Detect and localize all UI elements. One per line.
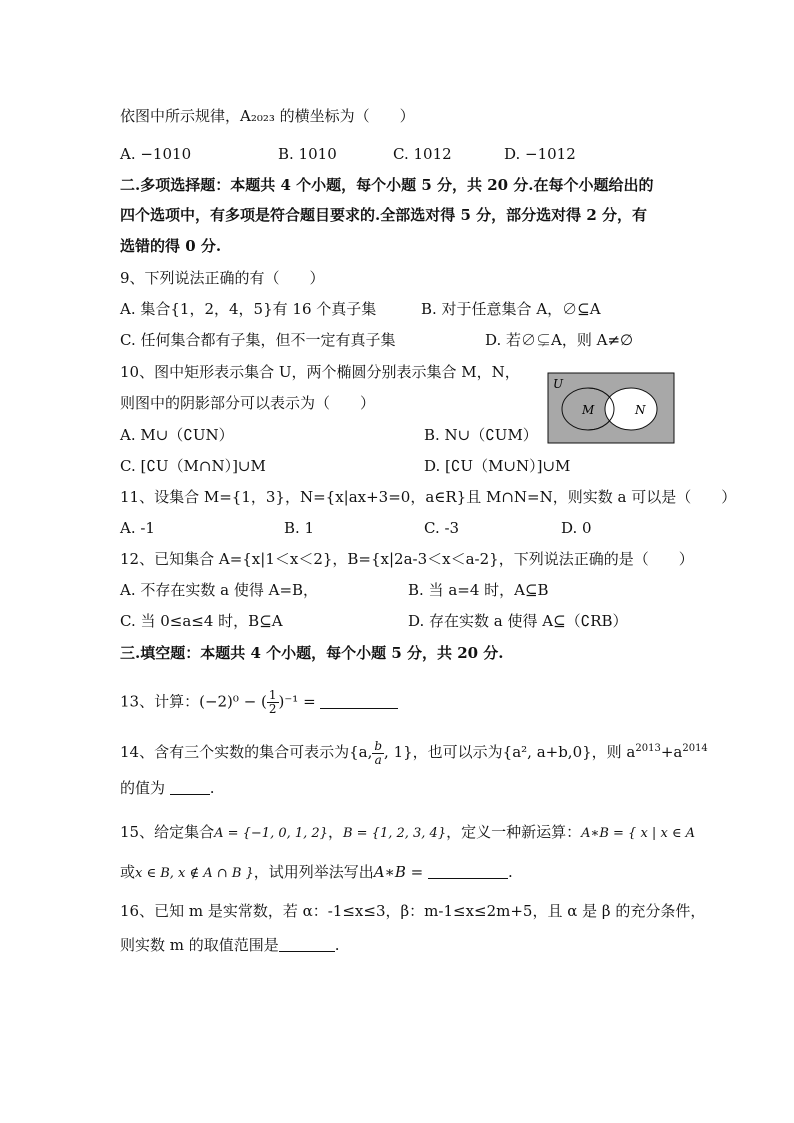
q15-instruction: ，试用列举法写出 bbox=[253, 863, 374, 881]
q14-prefix: 14、含有三个实数的集合可表示为{a, bbox=[120, 743, 373, 761]
q14-line1 bbox=[120, 739, 708, 767]
q8-option-a: A. −1010 bbox=[120, 145, 192, 163]
q13-line bbox=[120, 689, 398, 716]
q16-line1: 16、已知 m 是实常数，若 α：-1≤x≤3，β：m-1≤x≤2m+5，且 α 是 β 的充分条件， bbox=[120, 902, 706, 920]
q14-middle: , 1}，也可以示为{a², a+b,0}，则 a bbox=[384, 743, 636, 761]
q11-stem: 11、设集合 M={1，3}，N={x|ax+3=0，a∈R}且 M∩N=N，则实数 a 可以是（ ） bbox=[120, 488, 737, 506]
q9-option-c: C. 任何集合都有子集，但不一定有真子集 bbox=[120, 331, 396, 349]
q15-line1: 15、给定集合A = {−1, 0, 1, 2}，B = {1, 2, 3, 4}，定义一种新运算：A∗B = { x | x ∈ A bbox=[120, 823, 696, 841]
set-n-ellipse bbox=[605, 388, 657, 430]
q14-fraction-numerator: b bbox=[374, 738, 383, 753]
q13-fraction-numerator: 1 bbox=[268, 688, 277, 702]
q8-option-c: C. 1012 bbox=[393, 145, 452, 163]
q14-exponent-2013: 2013 bbox=[635, 743, 661, 754]
venn-label-n: N bbox=[635, 403, 646, 417]
q13-expression: (−2)⁰ − ( bbox=[199, 692, 267, 711]
q15-condition: x ∈ B, x ∉ A ∩ B } bbox=[135, 866, 254, 881]
q13-fraction-denominator: 2 bbox=[268, 702, 277, 716]
q12-option-c: C. 当 0≤a≤4 时，B⊆A bbox=[120, 612, 283, 630]
q12-option-b: B. 当 a=4 时，A⊆B bbox=[408, 581, 549, 599]
q9-option-b: B. 对于任意集合 A，∅⊆A bbox=[421, 300, 601, 318]
q12-stem: 12、已知集合 A={x|1＜x＜2}，B={x|2a-3＜x＜a-2}，下列说法正确的是（ ） bbox=[120, 550, 694, 568]
q11-option-a: A. -1 bbox=[120, 519, 155, 537]
q13-prefix: 13、计算： bbox=[120, 692, 200, 711]
q9-option-d: D. 若∅⊊A，则 A≠∅ bbox=[485, 331, 634, 349]
q10-option-d: D. [∁U（M∪N）]∪M bbox=[424, 457, 571, 475]
q13-answer-blank[interactable] bbox=[320, 694, 398, 709]
q16-line2: 则实数 m 的取值范围是 . bbox=[120, 936, 340, 954]
q16-answer-blank[interactable] bbox=[279, 937, 335, 952]
q14-fraction-denominator: a bbox=[374, 752, 382, 767]
venn-diagram bbox=[547, 372, 675, 444]
q15-or: 或 bbox=[120, 863, 136, 881]
q15-prefix: 15、给定集合 bbox=[120, 823, 215, 841]
q10-option-b: B. N∪（∁UM） bbox=[424, 426, 538, 444]
q14-fraction bbox=[372, 740, 384, 767]
q8-option-d: D. −1012 bbox=[504, 145, 576, 163]
q12-option-a: A. 不存在实数 a 使得 A=B， bbox=[120, 581, 319, 599]
q15-answer-blank[interactable] bbox=[428, 864, 508, 879]
q10-stem-line1: 10、图中矩形表示集合 U，两个椭圆分别表示集合 M，N， bbox=[120, 363, 520, 381]
q10-option-c: C. [∁U（M∩N）]∪M bbox=[120, 457, 266, 475]
q14-value-prompt: 的值为 bbox=[120, 779, 166, 797]
q12-option-d: D. 存在实数 a 使得 A⊆（∁RB） bbox=[408, 612, 628, 630]
q13-fraction bbox=[267, 689, 279, 716]
q14-line2: 的值为 . bbox=[120, 779, 215, 797]
venn-label-m: M bbox=[582, 403, 595, 417]
section2-heading-line3: 选错的得 0 分. bbox=[120, 237, 222, 255]
q15-answer-label: A∗B = bbox=[373, 863, 424, 881]
q11-option-b: B. 1 bbox=[284, 519, 315, 537]
q14-answer-blank[interactable] bbox=[170, 780, 210, 795]
q11-option-d: D. 0 bbox=[561, 519, 592, 537]
section2-heading-line2: 四个选项中，有多项是符合题目要求的.全部选对得 5 分，部分选对得 2 分，有 bbox=[120, 206, 647, 224]
q15-definition: A∗B = { x | x ∈ A bbox=[581, 826, 696, 841]
q15-line2: 或x ∈ B, x ∉ A ∩ B }，试用列举法写出A∗B = . bbox=[120, 863, 513, 881]
q9-option-a: A. 集合{1，2，4，5}有 16 个真子集 bbox=[120, 300, 377, 318]
q16-range-prompt: 则实数 m 的取值范围是 bbox=[120, 936, 279, 954]
section3-heading: 三.填空题：本题共 4 个小题，每个小题 5 分，共 20 分. bbox=[120, 644, 504, 662]
q8-option-b: B. 1010 bbox=[278, 145, 337, 163]
q15-set-b: B = {1, 2, 3, 4} bbox=[342, 826, 447, 841]
q15-operation-text: ，定义一种新运算： bbox=[446, 823, 582, 841]
q14-exponent-2014: 2014 bbox=[682, 743, 708, 754]
q14-plus: +a bbox=[660, 743, 683, 761]
q11-option-c: C. -3 bbox=[424, 519, 460, 537]
venn-label-u: U bbox=[553, 377, 564, 391]
q15-set-a: A = {−1, 0, 1, 2} bbox=[214, 826, 328, 841]
q8-stem: 依图中所示规律，A₂₀₂₃ 的横坐标为（ ） bbox=[120, 107, 415, 125]
q10-option-a: A. M∪（∁UN） bbox=[120, 426, 234, 444]
q13-expression-tail: )⁻¹ = bbox=[278, 692, 316, 711]
q9-stem: 9、下列说法正确的有（ ） bbox=[120, 269, 325, 287]
q10-stem-line2: 则图中的阴影部分可以表示为（ ） bbox=[120, 394, 376, 412]
section2-heading-line1: 二.多项选择题：本题共 4 个小题，每个小题 5 分，共 20 分.在每个小题给出的 bbox=[120, 176, 654, 194]
